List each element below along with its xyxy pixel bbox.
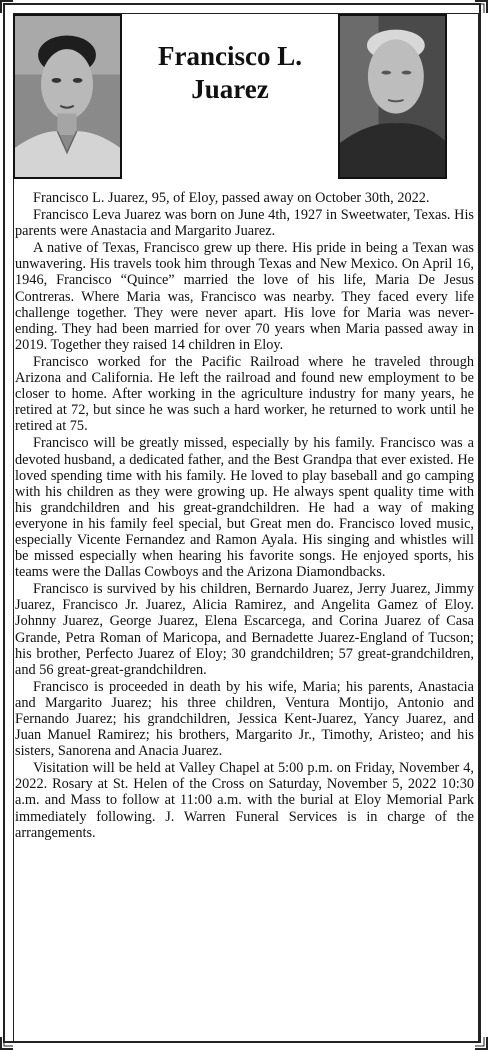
deceased-name [130, 40, 330, 106]
name-line-1: Francisco L. [158, 41, 302, 71]
paragraph-life-marriage: A native of Texas, Francisco grew up there. His pride in being a Texan was unwavering. His travels took him through Texas and New Mexico. On April 16, 1946, Francisco “Quince” married the love of his life, Maria De Jesus Contreras. Where Maria was, Francisco was nearby. They faced every life challenge together. They were never apart. His love for Maria was never-ending. They had been married for over 70 years when Maria passed away in 2019. Together they raised 14 children in Eloy. [15, 240, 474, 353]
portrait-photo-young [13, 14, 122, 179]
obituary-body [15, 190, 474, 842]
corner-ornament-bottom-right [474, 1036, 488, 1050]
paragraph-preceded-in-death: Francisco is proceeded in death by his wife, Maria; his parents, Anastacia and Margarito Juarez; his three children, Ventura Montijo, Antonio and Fernando Juarez; his grandchildren, Jessica Kent-Juarez, Yancy Juarez, and Juan Manuel Ramirez; his brothers, Margarito Jr., Timothy, Aristeo; and his sisters, Sanorena and Anacia Juarez. [15, 678, 474, 760]
paragraph-family-remembrance: Francisco will be greatly missed, especially by his family. Francisco was a devoted husband, a dedicated father, and the Best Grandpa that ever existed. He loved spending time with his family. He loved to play baseball and go camping with his children as they were growing up. He always spent quality time with his grandchildren and his great-grandchildren. He had a way of making everyone in his family feel special, but Great men do. Francisco loved music, especially Vicente Fernandez and Ramon Ayala. His singing and whistles will be missed especially when hearing his favorite songs. He enjoyed sports, his teams were the Dallas Cowboys and the Arizona Diamondbacks. [15, 435, 474, 581]
paragraph-career: Francisco worked for the Pacific Railroad where he traveled through Arizona and California. He left the railroad and found new employment to be closer to home. After working in the agriculture industry for many years, he retired at 72, but since he was such a hard worker, he returned to work until he retired at 75. [15, 353, 474, 435]
paragraph-birth: Francisco Leva Juarez was born on June 4th, 1927 in Sweetwater, Texas. His parents were Anastacia and Margarito Juarez. [15, 207, 474, 240]
name-line-2: Juarez [191, 74, 269, 104]
corner-ornament-bottom-left [0, 1036, 14, 1050]
corner-ornament-top-left [0, 0, 14, 14]
portrait-photo-elderly [338, 14, 447, 179]
paragraph-services: Visitation will be held at Valley Chapel at 5:00 p.m. on Friday, November 4, 2022. Rosary at St. Helen of the Cross on Saturday, November 5, 2022 10:30 a.m. and Mass to follow at 11:00 a.m. with the burial at Eloy Memorial Park immediately following. J. Warren Funeral Services is in charge of the arrangements. [15, 760, 474, 841]
paragraph-survivors: Francisco is survived by his children, Bernardo Juarez, Jerry Juarez, Jimmy Juarez, Francisco Jr. Juarez, Alicia Ramirez, and Angelita Gamez of Eloy. Johnny Juarez, George Juarez, Elena Escarcega, and Corina Juarez of Casa Grande, Petra Roman of Maricopa, and Bernadette Juarez-England of Tucson; his brother, Perfecto Juarez of Eloy; 30 grandchildren; 57 great-grandchildren, and 56 great-great-grandchildren. [15, 581, 474, 678]
corner-ornament-top-right [474, 0, 488, 14]
paragraph-death-notice: Francisco L. Juarez, 95, of Eloy, passed away on October 30th, 2022. [33, 190, 430, 206]
